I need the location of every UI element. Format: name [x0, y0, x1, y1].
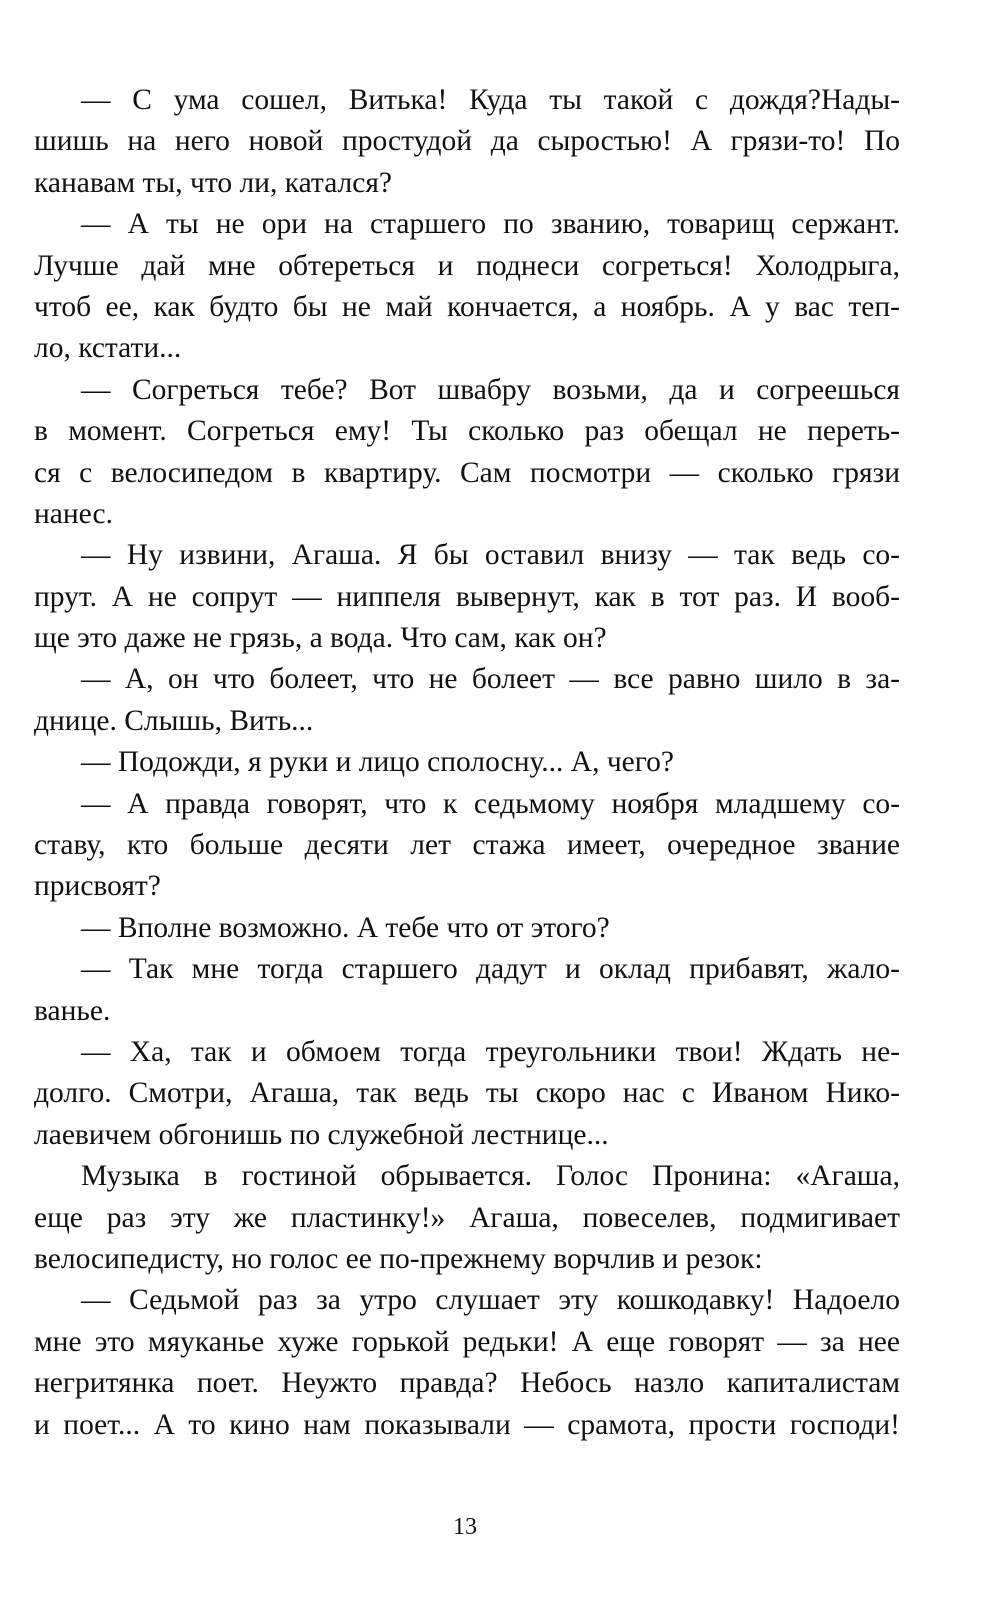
text-line: негритянка поет. Неужто правда? Небось назло капиталистам: [34, 1367, 900, 1400]
text-line: — Так мне тогда старшего дадут и оклад прибавят, жало-: [81, 953, 900, 986]
page-number: 13: [453, 1514, 477, 1540]
text-line: — А, он что болеет, что не болеет — все равно шило в за-: [81, 663, 900, 696]
text-line: долго. Смотри, Агаша, так ведь ты скоро нас с Иваном Нико-: [34, 1077, 900, 1110]
text-line: днице. Слышь, Вить...: [34, 704, 314, 737]
text-line: нанес.: [34, 497, 113, 530]
text-line: ставу, кто больше десяти лет стажа имеет, очередное звание: [34, 829, 900, 862]
text-line: — А ты не ори на старшего по званию, товарищ сержант.: [81, 208, 900, 241]
text-line: — Ха, так и обмоем тогда треугольники твои! Ждать не-: [81, 1035, 900, 1068]
text-line: ло, кстати...: [34, 332, 182, 365]
text-line: — А правда говорят, что к седьмому ноября младшему со-: [81, 787, 900, 820]
text-line: — Согреться тебе? Вот швабру возьми, да и согреешься: [81, 373, 900, 406]
text-line: присвоят?: [34, 870, 161, 903]
text-line: лаевичем обгонишь по служебной лестнице...: [34, 1118, 609, 1151]
text-line: велосипедисту, но голос ее по-прежнему ворчлив и резок:: [34, 1242, 763, 1275]
body-text: [34, 80, 900, 1446]
text-line: чтоб ее, как будто бы не май кончается, а ноябрь. А у вас теп-: [34, 290, 900, 323]
text-line: еще раз эту же пластинку!» Агаша, повеселев, подмигивает: [34, 1201, 900, 1234]
text-line: шишь на него новой простудой да сыростью! А грязи-то! По: [34, 125, 900, 158]
text-line: прут. А не сопрут — ниппеля вывернут, как в тот раз. И вооб-: [34, 580, 900, 613]
text-line: Лучше дай мне обтереться и поднеси согреться! Холодрыга,: [34, 249, 900, 282]
text-line: мне это мяуканье хуже горькой редьки! А еще говорят — за нее: [34, 1325, 900, 1358]
text-line: — Седьмой раз за утро слушает эту кошкодавку! Надоело: [81, 1284, 900, 1317]
text-line: — С ума сошел, Витька! Куда ты такой с дождя?Нады-: [81, 84, 900, 116]
text-line: Музыка в гостиной обрывается. Голос Пронина: «Агаша,: [81, 1160, 900, 1193]
text-line: ся с велосипедом в квартиру. Сам посмотри — сколько грязи: [34, 456, 900, 489]
text-line: — Вполне возможно. А тебе что от этого?: [81, 911, 610, 944]
text-line: и поет... А то кино нам показывали — срамота, прости господи!: [34, 1408, 900, 1441]
text-line: — Подожди, я руки и лицо сполосну... А, чего?: [81, 746, 674, 779]
text-line: ванье.: [34, 994, 111, 1027]
text-line: в момент. Согреться ему! Ты сколько раз обещал не переть-: [34, 415, 900, 448]
text-line: ще это даже не грязь, а вода. Что сам, как он?: [34, 622, 607, 655]
text-line: — Ну извини, Агаша. Я бы оставил внизу — так ведь со-: [81, 539, 900, 572]
text-line: канавам ты, что ли, катался?: [34, 166, 393, 199]
